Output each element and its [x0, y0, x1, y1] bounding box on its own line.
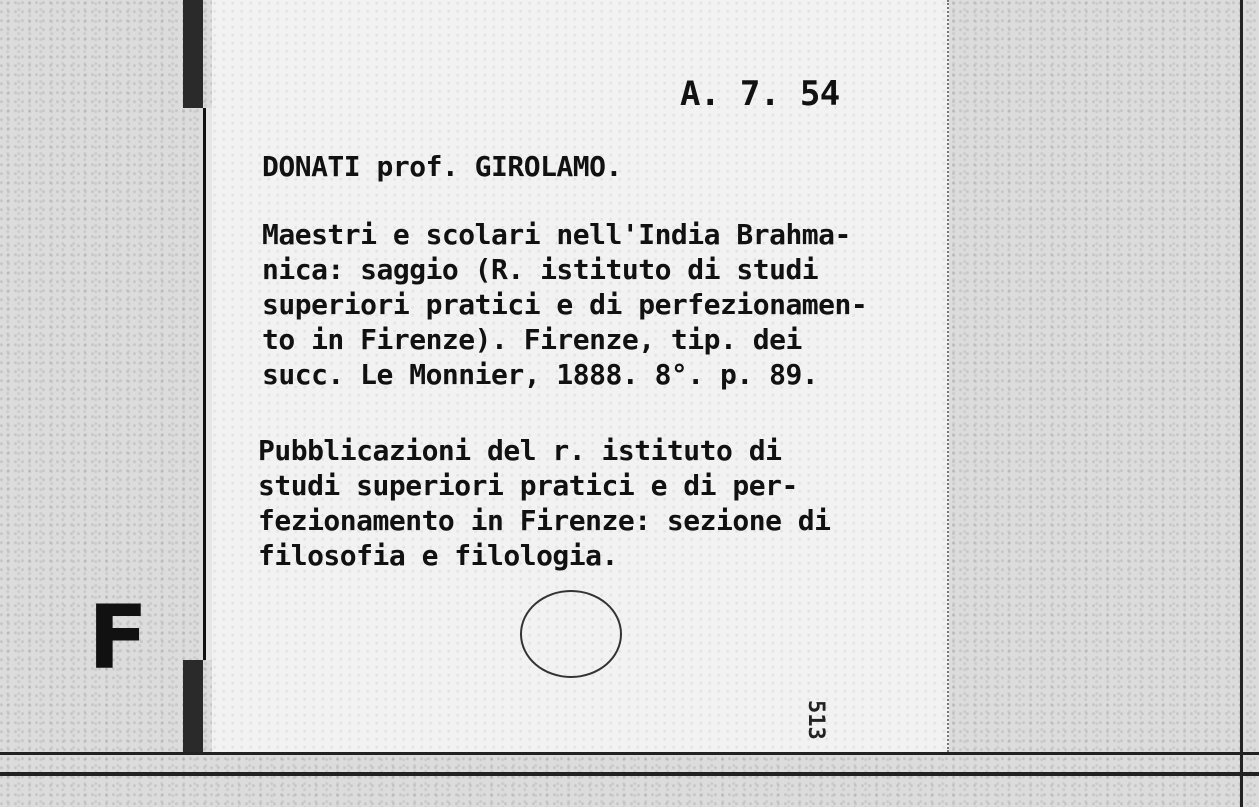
series-line: fezionamento in Firenze: sezione di	[258, 504, 831, 537]
series-line: studi superiori pratici e di per-	[258, 469, 798, 502]
next-card-edge	[0, 772, 1259, 776]
drawer-letter: F	[88, 586, 149, 689]
series-line: filosofia e filologia.	[258, 539, 618, 572]
shelfmark: A. 7. 54	[680, 74, 840, 114]
drawer-divider-top	[183, 0, 203, 108]
series-line: Pubblicazioni del r. istituto di	[258, 434, 782, 467]
bottom-edge-line	[0, 752, 1259, 755]
title-entry	[262, 217, 867, 392]
vertical-mark: 513	[803, 700, 828, 740]
right-card-edge	[1240, 0, 1251, 807]
entry-line: nica: saggio (R. istituto di studi	[262, 253, 819, 286]
series-note	[258, 433, 831, 573]
entry-line: superiori pratici e di perfezionamen-	[262, 288, 868, 321]
entry-line: succ. Le Monnier, 1888. 8°. p. 89.	[262, 358, 819, 391]
drawer-divider-bottom	[183, 660, 203, 752]
author-heading: DONATI prof. GIROLAMO.	[262, 150, 622, 183]
entry-line: Maestri e scolari nell'India Brahma-	[262, 218, 851, 251]
entry-line: to in Firenze). Firenze, tip. dei	[262, 323, 802, 356]
circle-stamp-icon	[520, 590, 622, 678]
